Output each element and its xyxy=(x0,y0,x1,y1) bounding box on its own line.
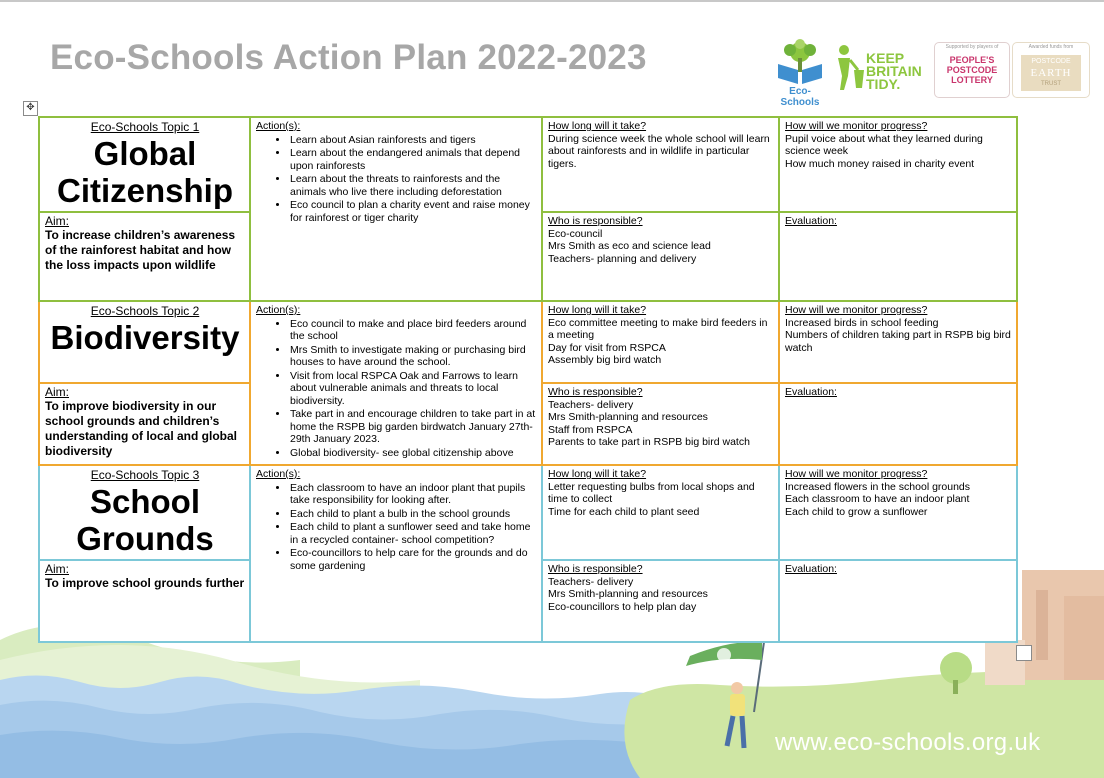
actions-heading: Action(s): xyxy=(256,120,301,132)
top-divider xyxy=(0,0,1104,2)
how-long-text: During science week the whole school will learn about rainforests and in wildlife in particular tigers. xyxy=(548,132,770,170)
list-item: • Each child to plant a sunflower seed and take home in a recycled container- school competition? xyxy=(289,521,537,546)
table-move-handle[interactable]: ✥ xyxy=(23,101,38,116)
list-item: • Global biodiversity- see global citizenship above xyxy=(289,447,537,460)
list-item: • Visit from local RSPCA Oak and Farrows to learn about vulnerable animals and threats to local biodiversity. xyxy=(289,370,537,408)
list-item: • Take part in and encourage children to take part in at home the RSPB big garden birdwatch January 27th- 29th January 2023. xyxy=(289,408,537,446)
topic-2-title-cell xyxy=(39,301,250,383)
eco-schools-logo xyxy=(770,38,830,108)
topic-label: Eco-Schools Topic 1 xyxy=(90,120,200,134)
list-item: • Eco-councillors to help care for the grounds and do some gardening xyxy=(289,547,537,572)
topic-2-aim-cell[interactable] xyxy=(39,383,250,465)
topic-1-monitor-cell[interactable] xyxy=(779,117,1017,212)
list-item: • Eco council to make and place bird feeders around the school xyxy=(289,318,537,343)
eco-schools-logo-text: Eco-Schools xyxy=(780,86,820,108)
how-long-heading: How long will it take? xyxy=(548,468,647,480)
topic-3-monitor-cell[interactable] xyxy=(779,465,1017,560)
topic-2-evaluation-cell[interactable] xyxy=(779,383,1017,465)
topic-3-actions-cell[interactable] xyxy=(250,465,542,642)
topic-2-row-top xyxy=(39,301,1017,383)
how-long-heading: How long will it take? xyxy=(548,120,647,132)
topic-3-evaluation-cell[interactable] xyxy=(779,560,1017,642)
topic-name: Global Citizenship xyxy=(56,135,233,209)
keep-britain-tidy-logo xyxy=(832,42,930,94)
list-item: • Each child to plant a bulb in the school grounds xyxy=(289,508,537,521)
responsible-text: Eco-councillors to help plan day xyxy=(548,600,697,613)
website-url: www.eco-schools.org.uk xyxy=(775,729,1041,756)
list-item: • Learn about the threats to rainforests and the animals who live there including deforestation xyxy=(289,173,537,198)
partner-logos xyxy=(770,38,1096,108)
topic-name: Biodiversity xyxy=(50,319,240,356)
monitor-text: Increased flowers in the school grounds xyxy=(785,480,971,493)
responsible-heading: Who is responsible? xyxy=(548,386,643,398)
actions-list xyxy=(256,318,537,460)
topic-1-title-cell xyxy=(39,117,250,212)
list-item: • Eco council to plan a charity event and raise money for rainforest or tiger charity xyxy=(289,199,537,224)
list-item: • Learn about Asian rainforests and tigers xyxy=(289,134,537,147)
monitor-heading: How will we monitor progress? xyxy=(785,120,928,132)
list-item: • Mrs Smith to investigate making or purchasing bird houses to have around the school. xyxy=(289,344,537,369)
evaluation-heading: Evaluation: xyxy=(785,215,837,227)
monitor-heading: How will we monitor progress? xyxy=(785,304,928,316)
topic-2-actions-cell[interactable] xyxy=(250,301,542,465)
aim-text: To increase children’s awareness of the rainforest habitat and how the loss impacts upon wildlife xyxy=(45,228,236,272)
how-long-heading: How long will it take? xyxy=(548,304,647,316)
peoples-postcode-lottery-logo: Supported by players of PEOPLE'S POSTCODE LOTTERY xyxy=(934,42,1010,98)
responsible-text: Mrs Smith as eco and science lead xyxy=(548,240,711,252)
topic-3-aim-cell[interactable] xyxy=(39,560,250,642)
responsible-text: Mrs Smith-planning and resources xyxy=(548,411,708,423)
monitor-text: Pupil voice about what they learned during science week xyxy=(785,132,983,157)
how-long-text: Eco committee meeting to make bird feeders in a meeting xyxy=(548,316,768,341)
list-item: • Each classroom to have an indoor plant that pupils take responsibility for looking after. xyxy=(289,482,537,507)
how-long-text: Day for visit from RSPCA xyxy=(548,341,666,354)
page-title: Eco-Schools Action Plan 2022-2023 xyxy=(50,38,647,77)
tidyman-icon xyxy=(832,42,866,92)
monitor-text: Each classroom to have an indoor plant xyxy=(785,493,970,505)
actions-list xyxy=(256,482,537,573)
topic-1-evaluation-cell[interactable] xyxy=(779,212,1017,301)
aim-heading: Aim: xyxy=(45,385,69,399)
topic-2-monitor-cell[interactable] xyxy=(779,301,1017,383)
keep-britain-tidy-text: KEEP BRITAIN TIDY. xyxy=(866,50,922,92)
topic-1-responsible-cell[interactable] xyxy=(542,212,779,301)
aim-heading: Aim: xyxy=(45,562,69,576)
responsible-text: Eco-council xyxy=(548,227,603,240)
actions-heading: Action(s): xyxy=(256,468,301,480)
action-plan-table xyxy=(38,116,1018,643)
topic-3-row-top xyxy=(39,465,1017,560)
monitor-text: Increased birds in school feeding xyxy=(785,316,939,329)
aim-text: To improve school grounds further xyxy=(45,576,245,590)
aim-heading: Aim: xyxy=(45,214,69,228)
how-long-text: Letter requesting bulbs from local shops and time to collect xyxy=(548,480,755,505)
topic-2-responsible-cell[interactable] xyxy=(542,383,779,465)
responsible-text: Staff from RSPCA xyxy=(548,423,633,436)
how-long-text: Time for each child to plant seed xyxy=(548,505,700,518)
actions-heading: Action(s): xyxy=(256,304,301,316)
responsible-text: Teachers- planning and delivery xyxy=(548,252,697,265)
topic-1-actions-cell[interactable] xyxy=(250,117,542,301)
responsible-text: Mrs Smith-planning and resources xyxy=(548,588,708,600)
table-resize-handle[interactable] xyxy=(1016,645,1032,661)
topic-1-how-long-cell[interactable] xyxy=(542,117,779,212)
actions-list xyxy=(256,134,537,225)
postcode-earth-trust-logo: Awarded funds from POSTCODE EARTH TRUST xyxy=(1012,42,1090,98)
monitor-text: Each child to grow a sunflower xyxy=(785,505,928,518)
evaluation-heading: Evaluation: xyxy=(785,386,837,398)
how-long-text: Assembly big bird watch xyxy=(548,354,662,366)
list-item: • Learn about the endangered animals that depend upon rainforests xyxy=(289,147,537,172)
responsible-heading: Who is responsible? xyxy=(548,215,643,227)
responsible-text: Teachers- delivery xyxy=(548,575,634,588)
responsible-text: Teachers- delivery xyxy=(548,398,634,411)
topic-label: Eco-Schools Topic 2 xyxy=(90,304,200,318)
monitor-heading: How will we monitor progress? xyxy=(785,468,928,480)
monitor-text: Numbers of children taking part in RSPB big bird watch xyxy=(785,329,1011,354)
monitor-text: How much money raised in charity event xyxy=(785,157,975,170)
topic-1-row-top xyxy=(39,117,1017,212)
topic-3-title-cell xyxy=(39,465,250,560)
tree-book-icon xyxy=(770,38,830,86)
topic-3-responsible-cell[interactable] xyxy=(542,560,779,642)
aim-text: To improve biodiversity in our school grounds and children’s understanding of local and global biodiversity xyxy=(45,399,238,458)
topic-3-how-long-cell[interactable] xyxy=(542,465,779,560)
topic-1-aim-cell[interactable] xyxy=(39,212,250,301)
responsible-text: Parents to take part in RSPB big bird watch xyxy=(548,436,750,448)
responsible-heading: Who is responsible? xyxy=(548,563,643,575)
topic-name: School Grounds xyxy=(76,483,214,557)
topic-2-how-long-cell[interactable] xyxy=(542,301,779,383)
evaluation-heading: Evaluation: xyxy=(785,563,837,575)
topic-label: Eco-Schools Topic 3 xyxy=(90,468,200,482)
